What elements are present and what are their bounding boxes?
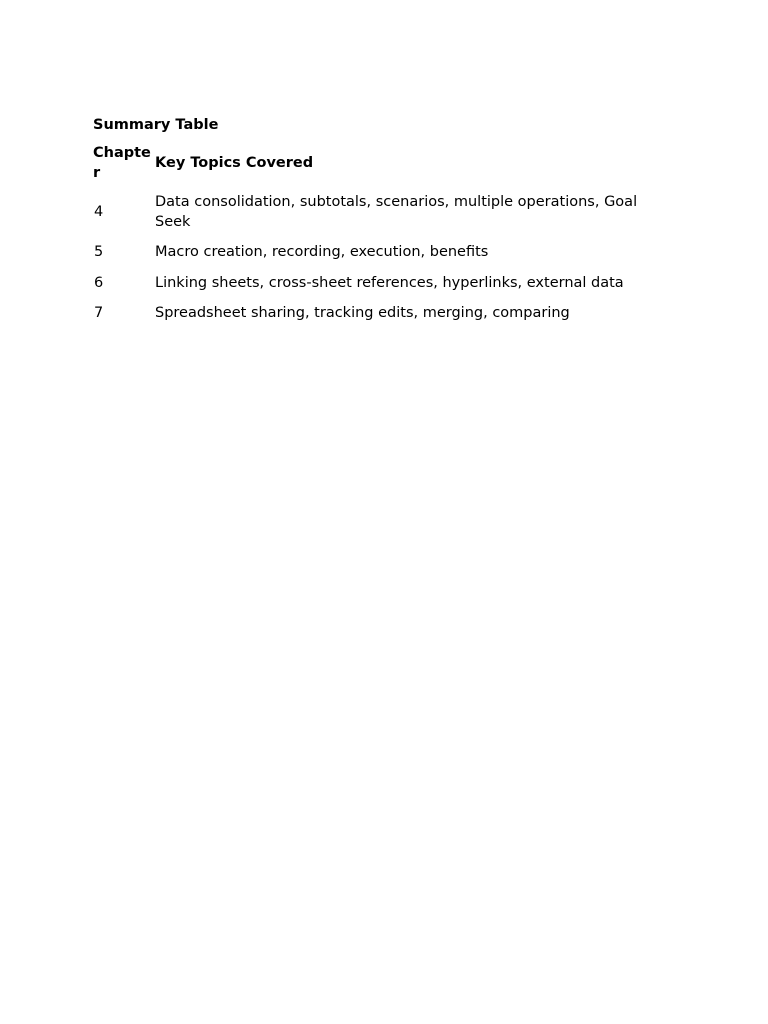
chapter-cell: 5 xyxy=(94,244,104,260)
document-page xyxy=(93,115,653,335)
chapter-cell: 6 xyxy=(94,274,104,291)
topics-cell: Macro creation, recording, execution, benefits xyxy=(155,244,489,260)
topics-cell: Data consolidation, subtotals, scenarios, multiple operations, Goal Seek xyxy=(155,194,638,230)
table-row xyxy=(93,243,638,274)
topics-cell: Spreadsheet sharing, tracking edits, merging, comparing xyxy=(155,305,570,321)
table-row xyxy=(93,274,638,305)
column-header-key-topics: Key Topics Covered xyxy=(155,154,314,171)
table-row xyxy=(93,304,638,335)
section-title: Summary Table xyxy=(93,117,219,133)
summary-table xyxy=(93,144,638,335)
table-header-row xyxy=(93,144,638,193)
table-row xyxy=(93,193,638,243)
column-header-chapter: Chapter xyxy=(93,145,151,181)
chapter-cell: 4 xyxy=(94,203,104,220)
chapter-cell: 7 xyxy=(94,305,104,321)
topics-cell: Linking sheets, cross-sheet references, hyperlinks, external data xyxy=(155,274,624,291)
